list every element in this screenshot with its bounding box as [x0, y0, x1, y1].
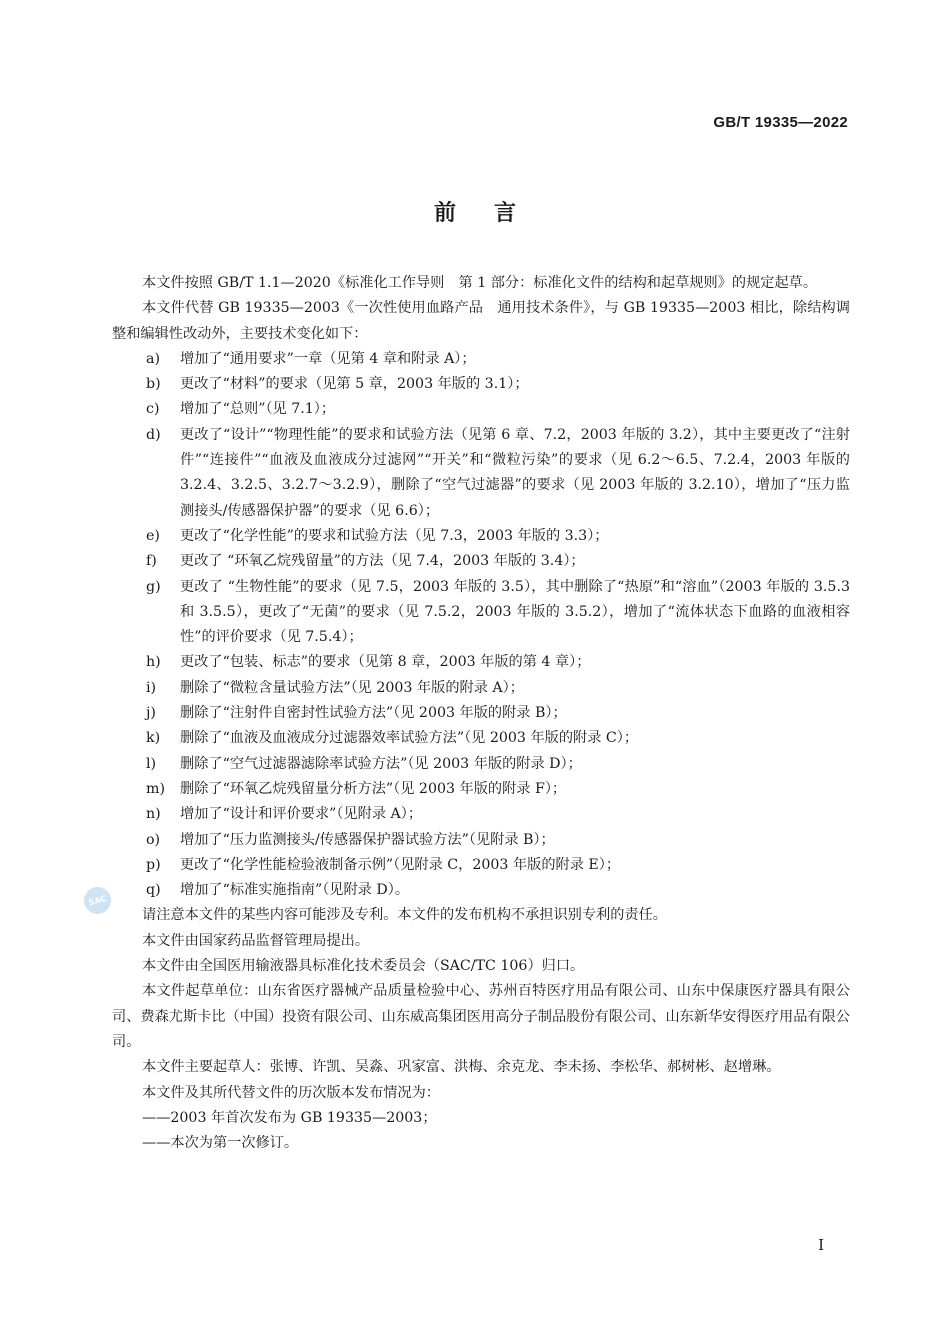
- list-item: [112, 802, 850, 827]
- note-paragraph: 本文件由全国医用输液器具标准化技术委员会（SAC/TC 106）归口。: [142, 958, 585, 975]
- list-item-text: 增加了“设计和评价要求”（见附录 A）；: [180, 806, 423, 823]
- list-item-text: 更改了“设计”“物理性能”的要求和试验方法（见第 6 章、7.2，2003 年版的 3.2），其中主要更改了“注射件”“连接件”“血液及血液成分过滤网”“开关”和“微粒污染”的要求（见 6.2～6.5、7.2.4，2003 年版的 3.2.4、3.2.5、3.2.7～3.2.9），删除了“空气过滤器”的要求（见 2003 年版的 3.2.10），增加了“压力监测接头/传感器保护器”的要求（见 6.6）；: [180, 426, 850, 519]
- list-item-text: 增加了“总则”（见 7.1）；: [180, 401, 336, 418]
- list-item: [112, 853, 850, 878]
- list-item-label: l): [146, 755, 157, 772]
- list-item-text: 更改了“化学性能检验液制备示例”（见附录 C，2003 年版的附录 E）；: [180, 856, 621, 873]
- list-item-text: 增加了“通用要求”一章（见第 4 章和附录 A）；: [180, 350, 476, 367]
- page-title: 前言: [433, 201, 554, 226]
- note-paragraph: 本文件起草单位：山东省医疗器械产品质量检验中心、苏州百特医疗用品有限公司、山东中保康医疗器具有限公司、费森尤斯卡比（中国）投资有限公司、山东威高集团医用高分子制品股份有限公司、山东新华安得医疗用品有限公司。: [112, 983, 850, 1050]
- note-paragraph: 本文件及其所代替文件的历次版本发布情况为：: [142, 1084, 440, 1101]
- list-item-label: j): [146, 705, 156, 722]
- list-item-text: 更改了 “环氧乙烷残留量”的方法（见 7.4，2003 年版的 3.4）；: [180, 553, 585, 570]
- list-item: [112, 650, 850, 675]
- intro-paragraph: 本文件代替 GB 19335—2003《一次性使用血路产品 通用技术条件》，与 GB 19335—2003 相比，除结构调整和编辑性改动外，主要技术变化如下：: [112, 300, 850, 342]
- list-item: [112, 752, 850, 777]
- list-item-text: 更改了“包装、标志”的要求（见第 8 章，2003 年版的第 4 章）；: [180, 654, 591, 671]
- list-item-text: 删除了“血液及血液成分过滤器效率试验方法”（见 2003 年版的附录 C）；: [180, 730, 639, 747]
- sac-watermark-logo: SAC: [81, 884, 114, 917]
- list-item: [112, 878, 850, 903]
- list-item-text: 更改了“化学性能”的要求和试验方法（见 7.3，2003 年版的 3.3）；: [180, 527, 609, 544]
- list-item: [112, 347, 850, 372]
- list-item-label: q): [146, 882, 161, 899]
- list-item: [112, 372, 850, 397]
- note-paragraph: 本文件由国家药品监督管理局提出。: [142, 932, 370, 949]
- note-paragraph: 本文件主要起草人：张博、许凯、吴淼、巩家富、洪梅、余克龙、李未扬、李松华、郝树彬、赵增琳。: [142, 1059, 781, 1076]
- list-item-text: 增加了“压力监测接头/传感器保护器试验方法”（见附录 B）；: [180, 831, 555, 848]
- list-item-text: 删除了“注射件自密封性试验方法”（见 2003 年版的附录 B）；: [180, 705, 567, 722]
- list-item-label: k): [146, 730, 161, 747]
- list-item-label: i): [146, 679, 157, 696]
- note-paragraph: 请注意本文件的某些内容可能涉及专利。本文件的发布机构不承担识别专利的责任。: [142, 907, 667, 924]
- list-item-text: 更改了 “生物性能”的要求（见 7.5，2003 年版的 3.5），其中删除了“热原”和“溶血”（2003 年版的 3.5.3 和 3.5.5），更改了“无菌”的要求（见 7.5.2，2003 年版的 3.5.2），增加了“流体状态下血路的血液相容性”的评价要求（见 7.5.4）；: [180, 578, 850, 646]
- list-item: [112, 549, 850, 574]
- standard-code: GB/T 19335—2022: [713, 114, 848, 131]
- history-item: ——本次为第一次修订。: [142, 1135, 299, 1152]
- list-item-label: m): [146, 780, 165, 797]
- list-item-label: c): [146, 401, 160, 418]
- list-item: [112, 397, 850, 422]
- list-item-label: n): [146, 806, 161, 823]
- list-item: [112, 777, 850, 802]
- list-item: [112, 423, 850, 524]
- list-item-label: b): [146, 376, 161, 393]
- changes-list: [112, 347, 850, 904]
- document-body: [112, 271, 850, 1156]
- list-item-text: 删除了“环氧乙烷残留量分析方法”（见 2003 年版的附录 F）；: [180, 780, 567, 797]
- page-number: Ⅰ: [818, 1236, 824, 1254]
- list-item-label: g): [146, 578, 161, 595]
- list-item-label: f): [146, 553, 157, 570]
- list-item-label: d): [146, 426, 161, 443]
- list-item: [112, 524, 850, 549]
- list-item: [112, 828, 850, 853]
- list-item-label: p): [146, 856, 161, 873]
- list-item-label: o): [146, 831, 161, 848]
- list-item-text: 更改了“材料”的要求（见第 5 章，2003 年版的 3.1）；: [180, 376, 529, 393]
- list-item: [112, 726, 850, 751]
- intro-paragraph: 本文件按照 GB/T 1.1—2020《标准化工作导则 第 1 部分：标准化文件的结构和起草规则》的规定起草。: [142, 275, 818, 291]
- list-item: [112, 575, 850, 651]
- list-item: [112, 676, 850, 701]
- list-item: [112, 701, 850, 726]
- list-item-label: a): [146, 350, 160, 367]
- list-item-label: e): [146, 527, 160, 544]
- list-item-text: 增加了“标准实施指南”（见附录 D）。: [180, 882, 410, 899]
- history-item: ——2003 年首次发布为 GB 19335—2003；: [142, 1109, 437, 1126]
- list-item-label: h): [146, 654, 161, 671]
- list-item-text: 删除了“空气过滤器滤除率试验方法”（见 2003 年版的附录 D）；: [180, 755, 582, 772]
- list-item-text: 删除了“微粒含量试验方法”（见 2003 年版的附录 A）；: [180, 679, 524, 696]
